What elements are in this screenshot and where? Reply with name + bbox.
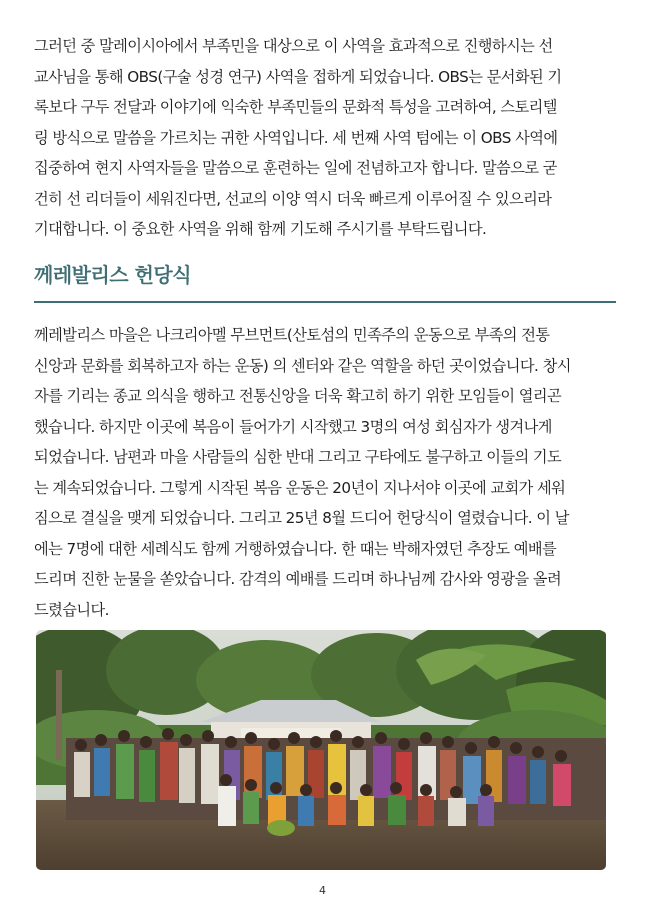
section-heading: 께레발리스 헌당식 <box>34 263 192 287</box>
paragraph-line: 께레발리스 마을은 나크리아멜 무브먼트(산토섬의 민족주의 운동으로 부족의 전통 <box>34 326 550 344</box>
paragraph-line: 기대합니다. 이 중요한 사역을 위해 함께 기도해 주시기를 부탁드립니다. <box>34 220 487 238</box>
paragraph-line: 짐으로 결실을 맺게 되었습니다. 그리고 25년 8월 드디어 헌당식이 열렸습니다. 이 날 <box>34 509 569 527</box>
paragraph-line: 건히 선 리더들이 세워진다면, 선교의 이양 역시 더욱 빠르게 이루어질 수 있으리라 <box>34 189 552 208</box>
dedication-paragraph <box>34 320 614 625</box>
intro-paragraph <box>34 31 614 245</box>
paragraph-line: 신앙과 문화를 회복하고자 하는 운동) 의 센터와 같은 역할을 하던 곳이었습니다. 창시 <box>34 356 571 375</box>
paragraph-line: 에는 7명에 대한 세례식도 함께 거행하였습니다. 한 때는 박해자였던 추장도 예배를 <box>34 539 557 558</box>
paragraph-line: 는 계속되었습니다. 그렇게 시작된 복음 운동은 20년이 지나서야 이곳에 교회가 세워 <box>34 478 566 497</box>
paragraph-line: 링 방식으로 말씀을 가르치는 귀한 사역입니다. 세 번째 사역 텀에는 이 OBS 사역에 <box>34 128 558 147</box>
paragraph-line: 드리며 진한 눈물을 쏟았습니다. 감격의 예배를 드리며 하나님께 감사와 영광을 올려 <box>34 570 562 588</box>
group-photo <box>36 630 606 870</box>
page-number: 4 <box>319 884 326 897</box>
paragraph-line: 드렸습니다. <box>34 600 109 619</box>
paragraph-line: 되었습니다. 남편과 마을 사람들의 심한 반대 그리고 구타에도 불구하고 이들의 기도 <box>34 448 562 466</box>
section-divider <box>34 301 616 303</box>
paragraph-line: 록보다 구두 전달과 이야기에 익숙한 부족민들의 문화적 특성을 고려하여, 스토리텔 <box>34 98 557 116</box>
paragraph-line: 그러던 중 말레이시아에서 부족민을 대상으로 이 사역을 효과적으로 진행하시는 선 <box>34 37 553 55</box>
paragraph-line: 했습니다. 하지만 이곳에 복음이 들어가기 시작했고 3명의 여성 회심자가 생겨나게 <box>34 417 552 436</box>
paragraph-line: 자를 기리는 종교 의식을 행하고 전통신앙을 더욱 확고히 하기 위한 모임들이 열리곤 <box>34 387 562 405</box>
paragraph-line: 집중하여 현지 사역자들을 말씀으로 훈련하는 일에 전념하고자 합니다. 말씀으로 굳 <box>34 159 557 177</box>
paragraph-line: 교사님을 통해 OBS(구술 성경 연구) 사역을 접하게 되었습니다. OBS는 문서화된 기 <box>34 67 562 86</box>
